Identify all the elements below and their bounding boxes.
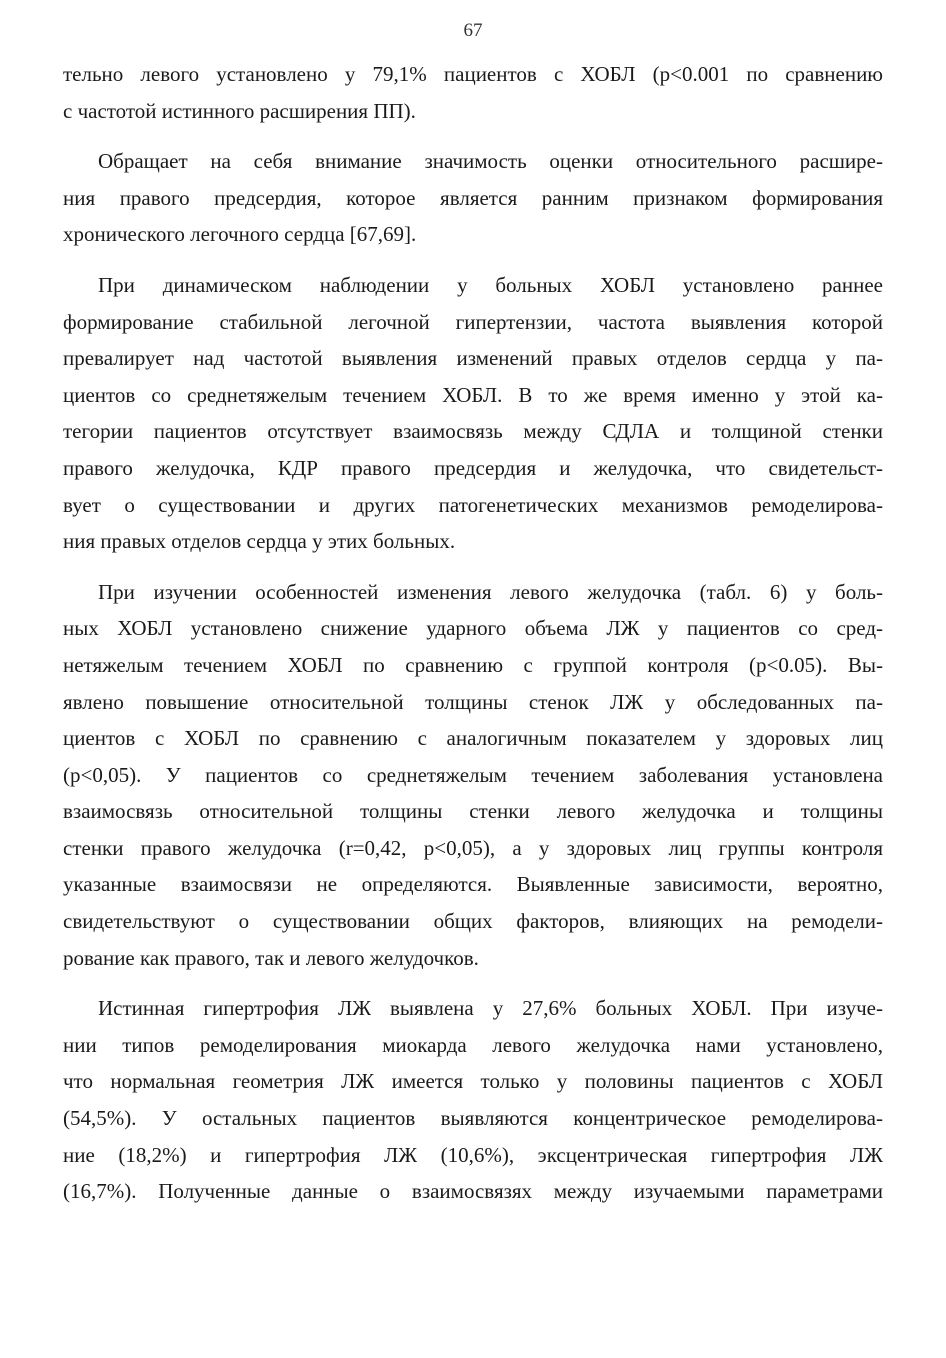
text-line: указанные взаимосвязи не определяются. Выявленные зависимости, вероятно, (63, 872, 883, 897)
text-line: Обращает на себя внимание значимость оценки относительного расшире- (98, 149, 883, 174)
text-line: ных ХОБЛ установлено снижение ударного объема ЛЖ у пациентов со сред- (63, 616, 883, 641)
text-line: ния правого предсердия, которое является ранним признаком формирования (63, 185, 883, 210)
paragraph (63, 267, 883, 560)
text-line: нетяжелым течением ХОБЛ по сравнению с группой контроля (p<0.05). Вы- (63, 652, 883, 677)
text-line: циентов с ХОБЛ по сравнению с аналогичным показателем у здоровых лиц (63, 726, 883, 751)
text-line: правого желудочка, КДР правого предсердия и желудочка, что свидетельст- (63, 455, 883, 480)
text-line: что нормальная геометрия ЛЖ имеется только у половины пациентов с ХОБЛ (63, 1069, 883, 1094)
text-line: При изучении особенностей изменения левого желудочка (табл. 6) у боль- (98, 579, 883, 604)
text-line: превалирует над частотой выявления изменений правых отделов сердца у па- (63, 346, 883, 371)
text-line: ния правых отделов сердца у этих больных. (63, 529, 456, 554)
text-line: свидетельствуют о существовании общих факторов, влияющих на ремодели- (63, 909, 883, 934)
text-line: Истинная гипертрофия ЛЖ выявлена у 27,6% больных ХОБЛ. При изуче- (98, 996, 883, 1021)
text-line: вует о существовании и других патогенетических механизмов ремоделирова- (63, 492, 883, 517)
paragraph (63, 56, 883, 129)
paragraph (63, 143, 883, 253)
text-line: с частотой истинного расширения ПП). (63, 98, 416, 123)
text-line: циентов со среднетяжелым течением ХОБЛ. В то же время именно у этой ка- (63, 382, 883, 407)
text-line: стенки правого желудочка (r=0,42, p<0,05), а у здоровых лиц группы контроля (63, 835, 883, 860)
text-line: тегории пациентов отсутствует взаимосвязь между СДЛА и толщиной стенки (63, 419, 883, 444)
text-line: хронического легочного сердца [67,69]. (63, 222, 417, 247)
text-line: (p<0,05). У пациентов со среднетяжелым течением заболевания установлена (63, 762, 883, 787)
text-line: явлено повышение относительной толщины стенок ЛЖ у обследованных па- (63, 689, 883, 714)
text-line: (54,5%). У остальных пациентов выявляются концентрическое ремоделирова- (63, 1106, 883, 1131)
text-line: формирование стабильной легочной гипертензии, частота выявления которой (63, 309, 883, 334)
text-line: нии типов ремоделирования миокарда левого желудочка нами установлено, (63, 1032, 883, 1057)
text-line: рование как правого, так и левого желудочков. (63, 945, 479, 970)
body-text (63, 56, 883, 1224)
page-number: 67 (463, 20, 483, 41)
text-line: взаимосвязь относительной толщины стенки левого желудочка и толщины (63, 799, 883, 824)
paragraph (63, 574, 883, 977)
paragraph (63, 990, 883, 1210)
text-line: При динамическом наблюдении у больных ХОБЛ установлено раннее (98, 272, 883, 297)
text-line: (16,7%). Полученные данные о взаимосвязях между изучаемыми параметрами (63, 1179, 883, 1204)
text-line: тельно левого установлено у 79,1% пациентов с ХОБЛ (p<0.001 по сравнению (63, 62, 883, 86)
text-line: ние (18,2%) и гипертрофия ЛЖ (10,6%), эксцентрическая гипертрофия ЛЖ (63, 1142, 883, 1167)
